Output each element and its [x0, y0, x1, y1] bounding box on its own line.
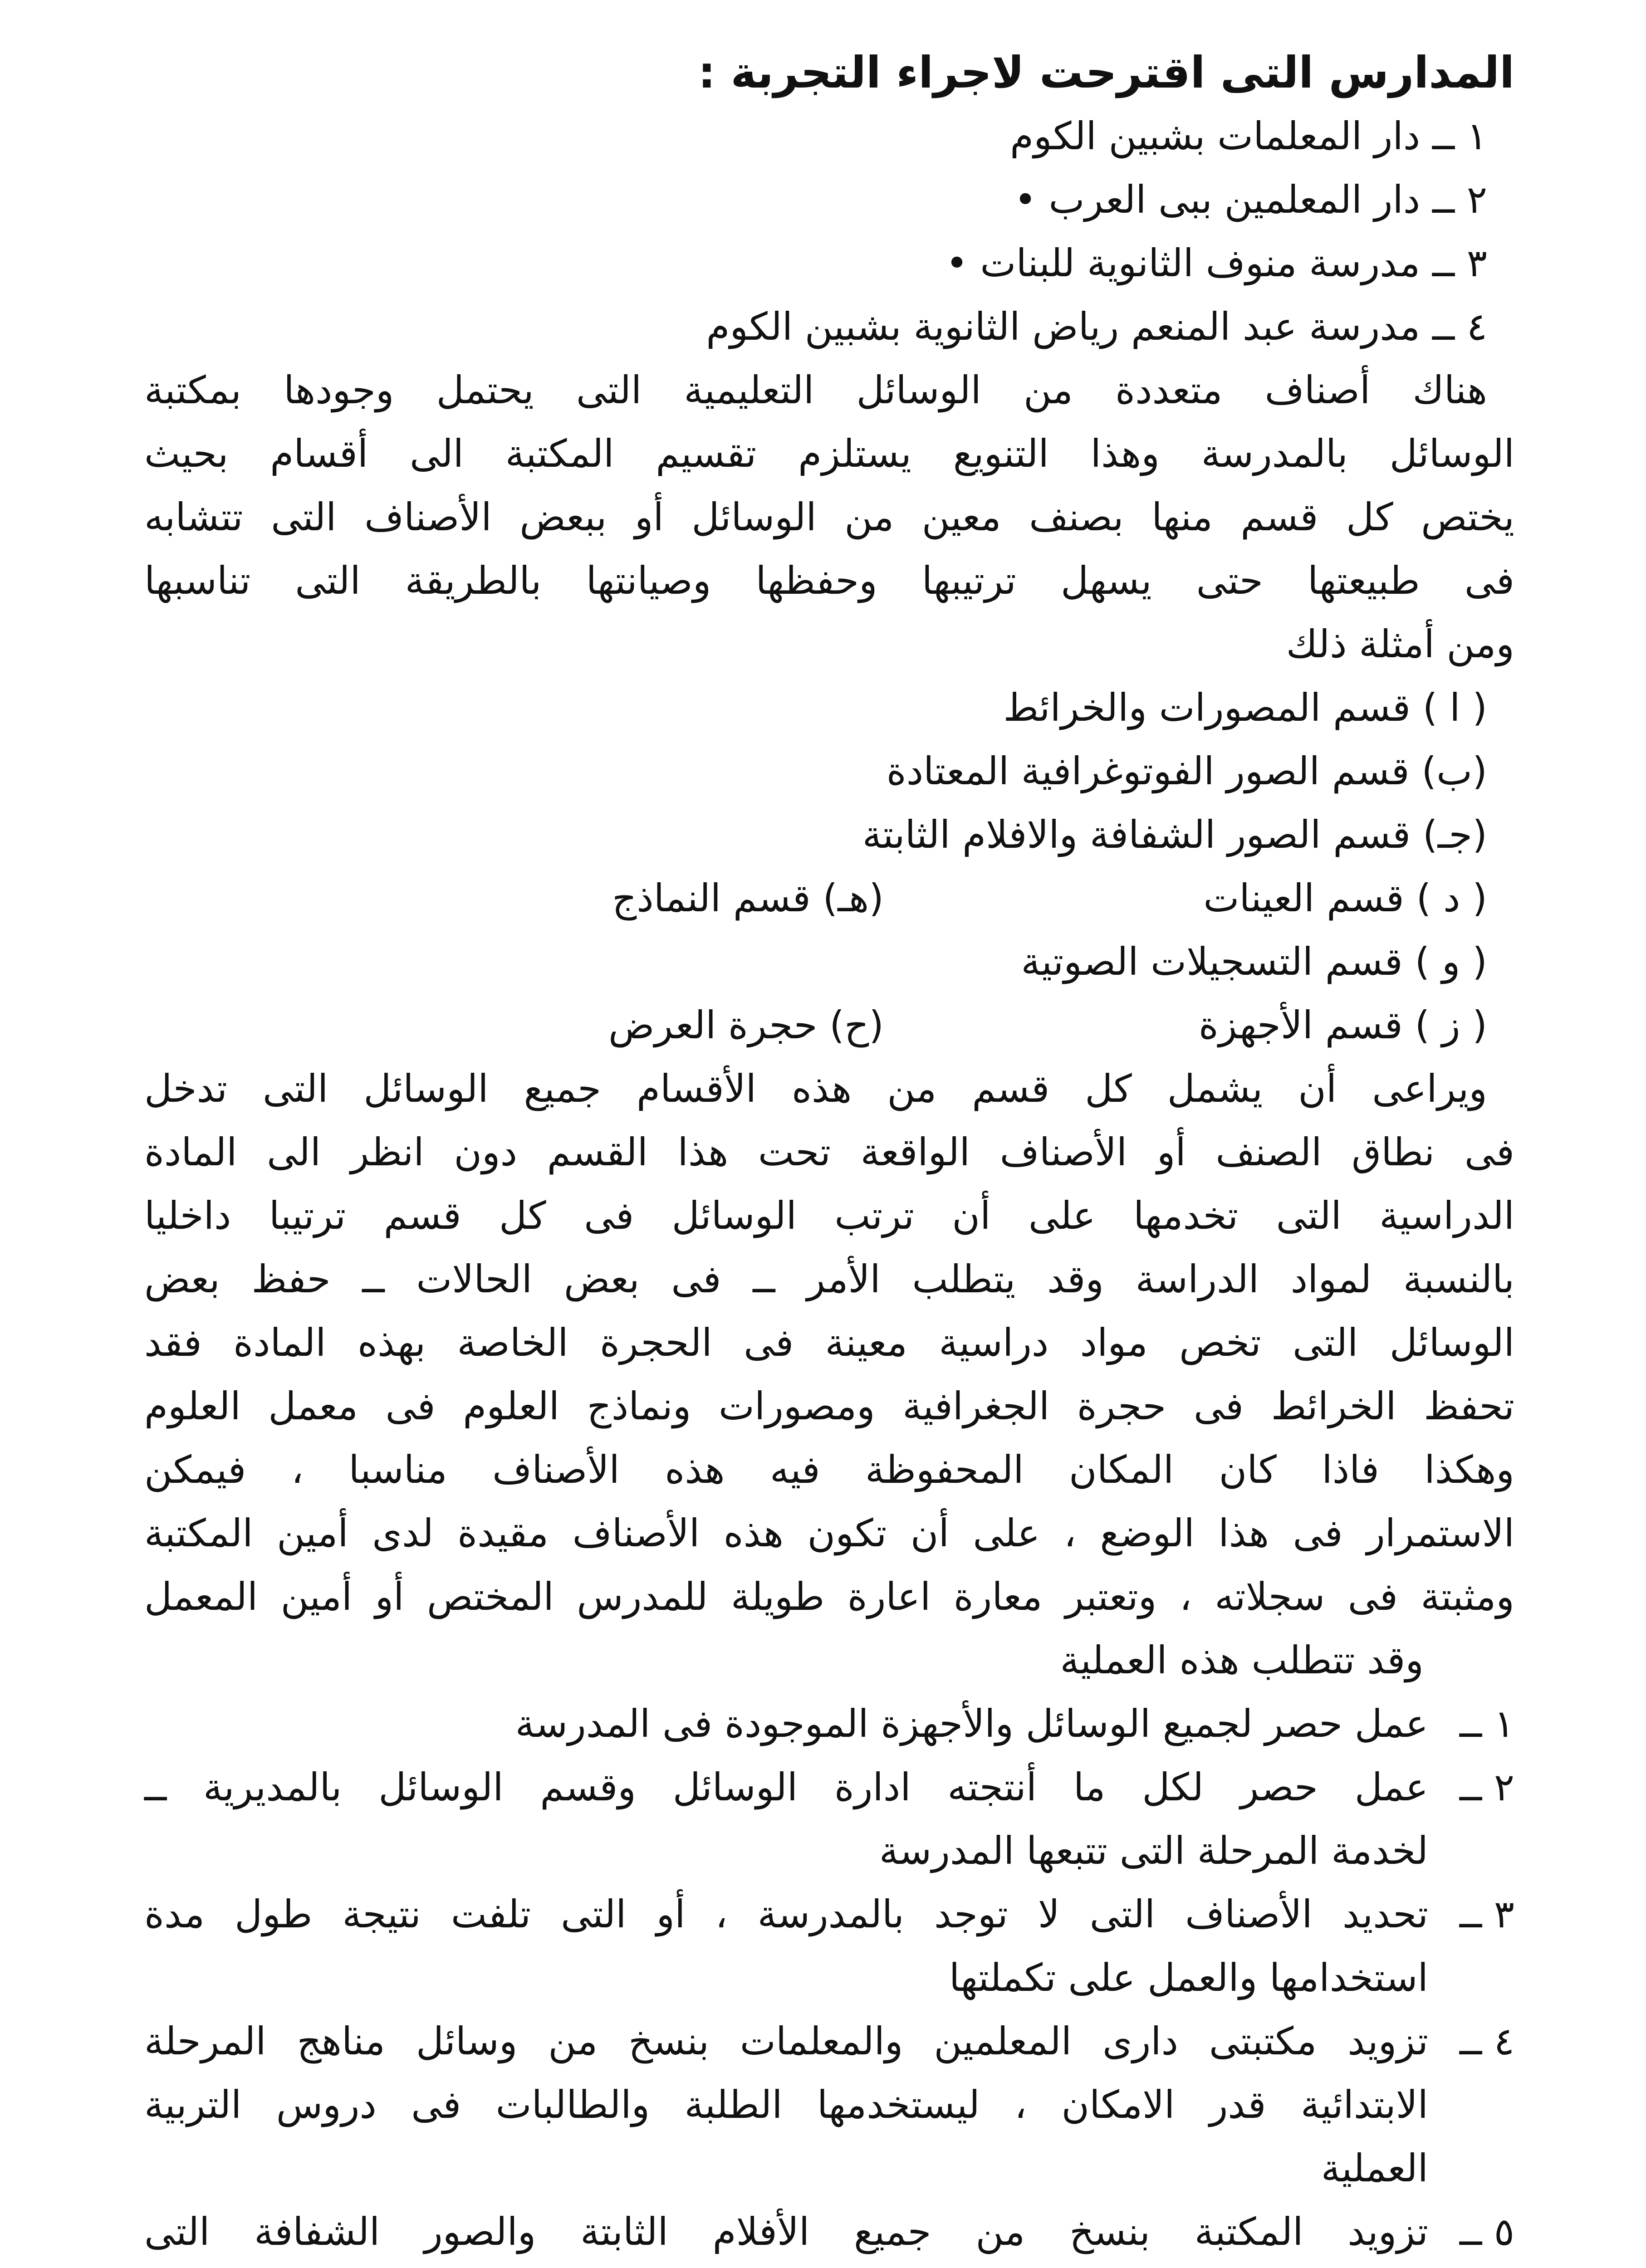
- step-line: تحديد الأصناف التى لا توجد بالمدرسة ، أو التى تلفت نتيجة طول مدة: [144, 1892, 1428, 1936]
- paragraph-line: الوسائل التى تخص مواد دراسية معينة فى الحجرة الخاصة بهذه المادة فقد: [144, 1320, 1514, 1365]
- step-text: [144, 1882, 1428, 2009]
- paragraph-line: يختص كل قسم منها بصنف معين من الوسائل أو ببعض الأصناف التى تتشابه: [144, 495, 1514, 539]
- section-row: [144, 993, 1514, 1057]
- section-item: ( ا ) قسم المصورات والخرائط: [1003, 685, 1487, 730]
- paragraph-line: ويراعى أن يشمل كل قسم من هذه الأقسام جميع الوسائل التى تدخل: [144, 1066, 1487, 1111]
- paragraph-line: تحفظ الخرائط فى حجرة الجغرافية ومصورات ونماذج العلوم فى معمل العلوم: [144, 1384, 1514, 1428]
- step-text: [144, 1692, 1428, 1755]
- paragraph-line: الوسائل بالمدرسة وهذا التنويع يستلزم تقسيم المكتبة الى أقسام بحيث: [144, 431, 1514, 476]
- step-item: [144, 2009, 1514, 2200]
- sections-list: [144, 676, 1514, 1057]
- page-content: [144, 41, 1514, 2268]
- step-number: ٤ ــ: [1459, 2019, 1514, 2063]
- page-title: المدارس التى اقترحت لاجراء التجربة :: [698, 47, 1514, 98]
- section-item: (جـ) قسم الصور الشفافة والافلام الثابتة: [862, 812, 1487, 857]
- paragraph-line: وقد تتطلب هذه العملية: [1060, 1638, 1424, 1682]
- step-line: عمل حصر لجميع الوسائل والأجهزة الموجودة فى المدرسة: [515, 1701, 1428, 1746]
- section-item: ( ز ) قسم الأجهزة: [1198, 1003, 1487, 1047]
- paragraph-line: الاستمرار فى هذا الوضع ، على أن تكون هذه الأصناف مقيدة لدى أمين المكتبة: [144, 1511, 1514, 1555]
- section-item: (هـ) قسم النماذج: [612, 876, 884, 920]
- step-line: [144, 2263, 1428, 2268]
- paragraph-sections-intro: [144, 358, 1514, 676]
- section-row: [144, 866, 1514, 930]
- step-line: تزويد مكتبتى دارى المعلمين والمعلمات بنسخ من وسائل مناهج المرحلة: [144, 2019, 1428, 2063]
- paragraph-line: وهكذا فاذا كان المكان المحفوظة فيه هذه الأصناف مناسبا ، فيمكن: [144, 1447, 1514, 1492]
- steps-list: [144, 1692, 1514, 2268]
- step-item: [144, 1692, 1514, 1755]
- step-line: عمل حصر لكل ما أنتجته ادارة الوسائل وقسم الوسائل بالمديرية ــ: [144, 1765, 1428, 1809]
- paragraph-line: بالنسبة لمواد الدراسة وقد يتطلب الأمر ــ فى بعض الحالات ــ حفظ بعض: [144, 1257, 1514, 1301]
- step-line: العملية: [1321, 2146, 1428, 2190]
- paragraph-section-storage: [144, 1057, 1514, 1692]
- step-number: ٢ ــ: [1459, 1765, 1514, 1809]
- step-number: ١ ــ: [1459, 1701, 1514, 1746]
- paragraph-line: الدراسية التى تخدمها على أن ترتب الوسائل فى كل قسم ترتيبا داخليا: [144, 1193, 1514, 1238]
- school-item: ١ ــ دار المعلمات بشبين الكوم: [1010, 114, 1487, 158]
- step-line: استخدامها والعمل على تكملتها: [949, 1955, 1428, 2000]
- paragraph-line: فى نطاق الصنف أو الأصناف الواقعة تحت هذا القسم دون انظر الى المادة: [144, 1130, 1514, 1174]
- step-number: ٣ ــ: [1459, 1892, 1514, 1936]
- step-item: [144, 1755, 1514, 1882]
- step-text: [144, 2200, 1428, 2268]
- step-text: [144, 2009, 1428, 2200]
- step-number: ٥ ــ: [1459, 2209, 1514, 2254]
- step-item: [144, 1882, 1514, 2009]
- step-text: [144, 1755, 1428, 1882]
- section-item: ( د ) قسم العينات: [1203, 876, 1487, 920]
- step-line: تزويد المكتبة بنسخ من جميع الأفلام الثابتة والصور الشفافة التى: [144, 2209, 1428, 2254]
- school-item: ٤ ــ مدرسة عبد المنعم رياض الثانوية بشبين الكوم: [706, 304, 1487, 349]
- step-line: الابتدائية قدر الامكان ، ليستخدمها الطلبة والطالبات فى دروس التربية: [144, 2082, 1428, 2127]
- step-item: [144, 2200, 1514, 2268]
- school-item: ٣ ــ مدرسة منوف الثانوية للبنات •: [945, 241, 1487, 285]
- school-item: ٢ ــ دار المعلمين ببى العرب •: [1014, 177, 1487, 222]
- paragraph-line: ومثبتة فى سجلاته ، وتعتبر معارة اعارة طويلة للمدرس المختص أو أمين المعمل: [144, 1574, 1514, 1619]
- paragraph-line: فى طبيعتها حتى يسهل ترتيبها وحفظها وصيانتها بالطريقة التى تناسبها: [144, 558, 1514, 603]
- section-item: (ب) قسم الصور الفوتوغرافية المعتادة: [886, 749, 1487, 793]
- step-line: لخدمة المرحلة التى تتبعها المدرسة: [879, 1828, 1428, 1873]
- section-item: (ح) حجرة العرض: [608, 1003, 884, 1047]
- paragraph-line: ومن أمثلة ذلك: [1286, 622, 1514, 666]
- paragraph-line: هناك أصناف متعددة من الوسائل التعليمية التى يحتمل وجودها بمكتبة: [144, 368, 1487, 412]
- schools-list: [144, 104, 1514, 358]
- section-item: ( و ) قسم التسجيلات الصوتية: [1021, 939, 1487, 984]
